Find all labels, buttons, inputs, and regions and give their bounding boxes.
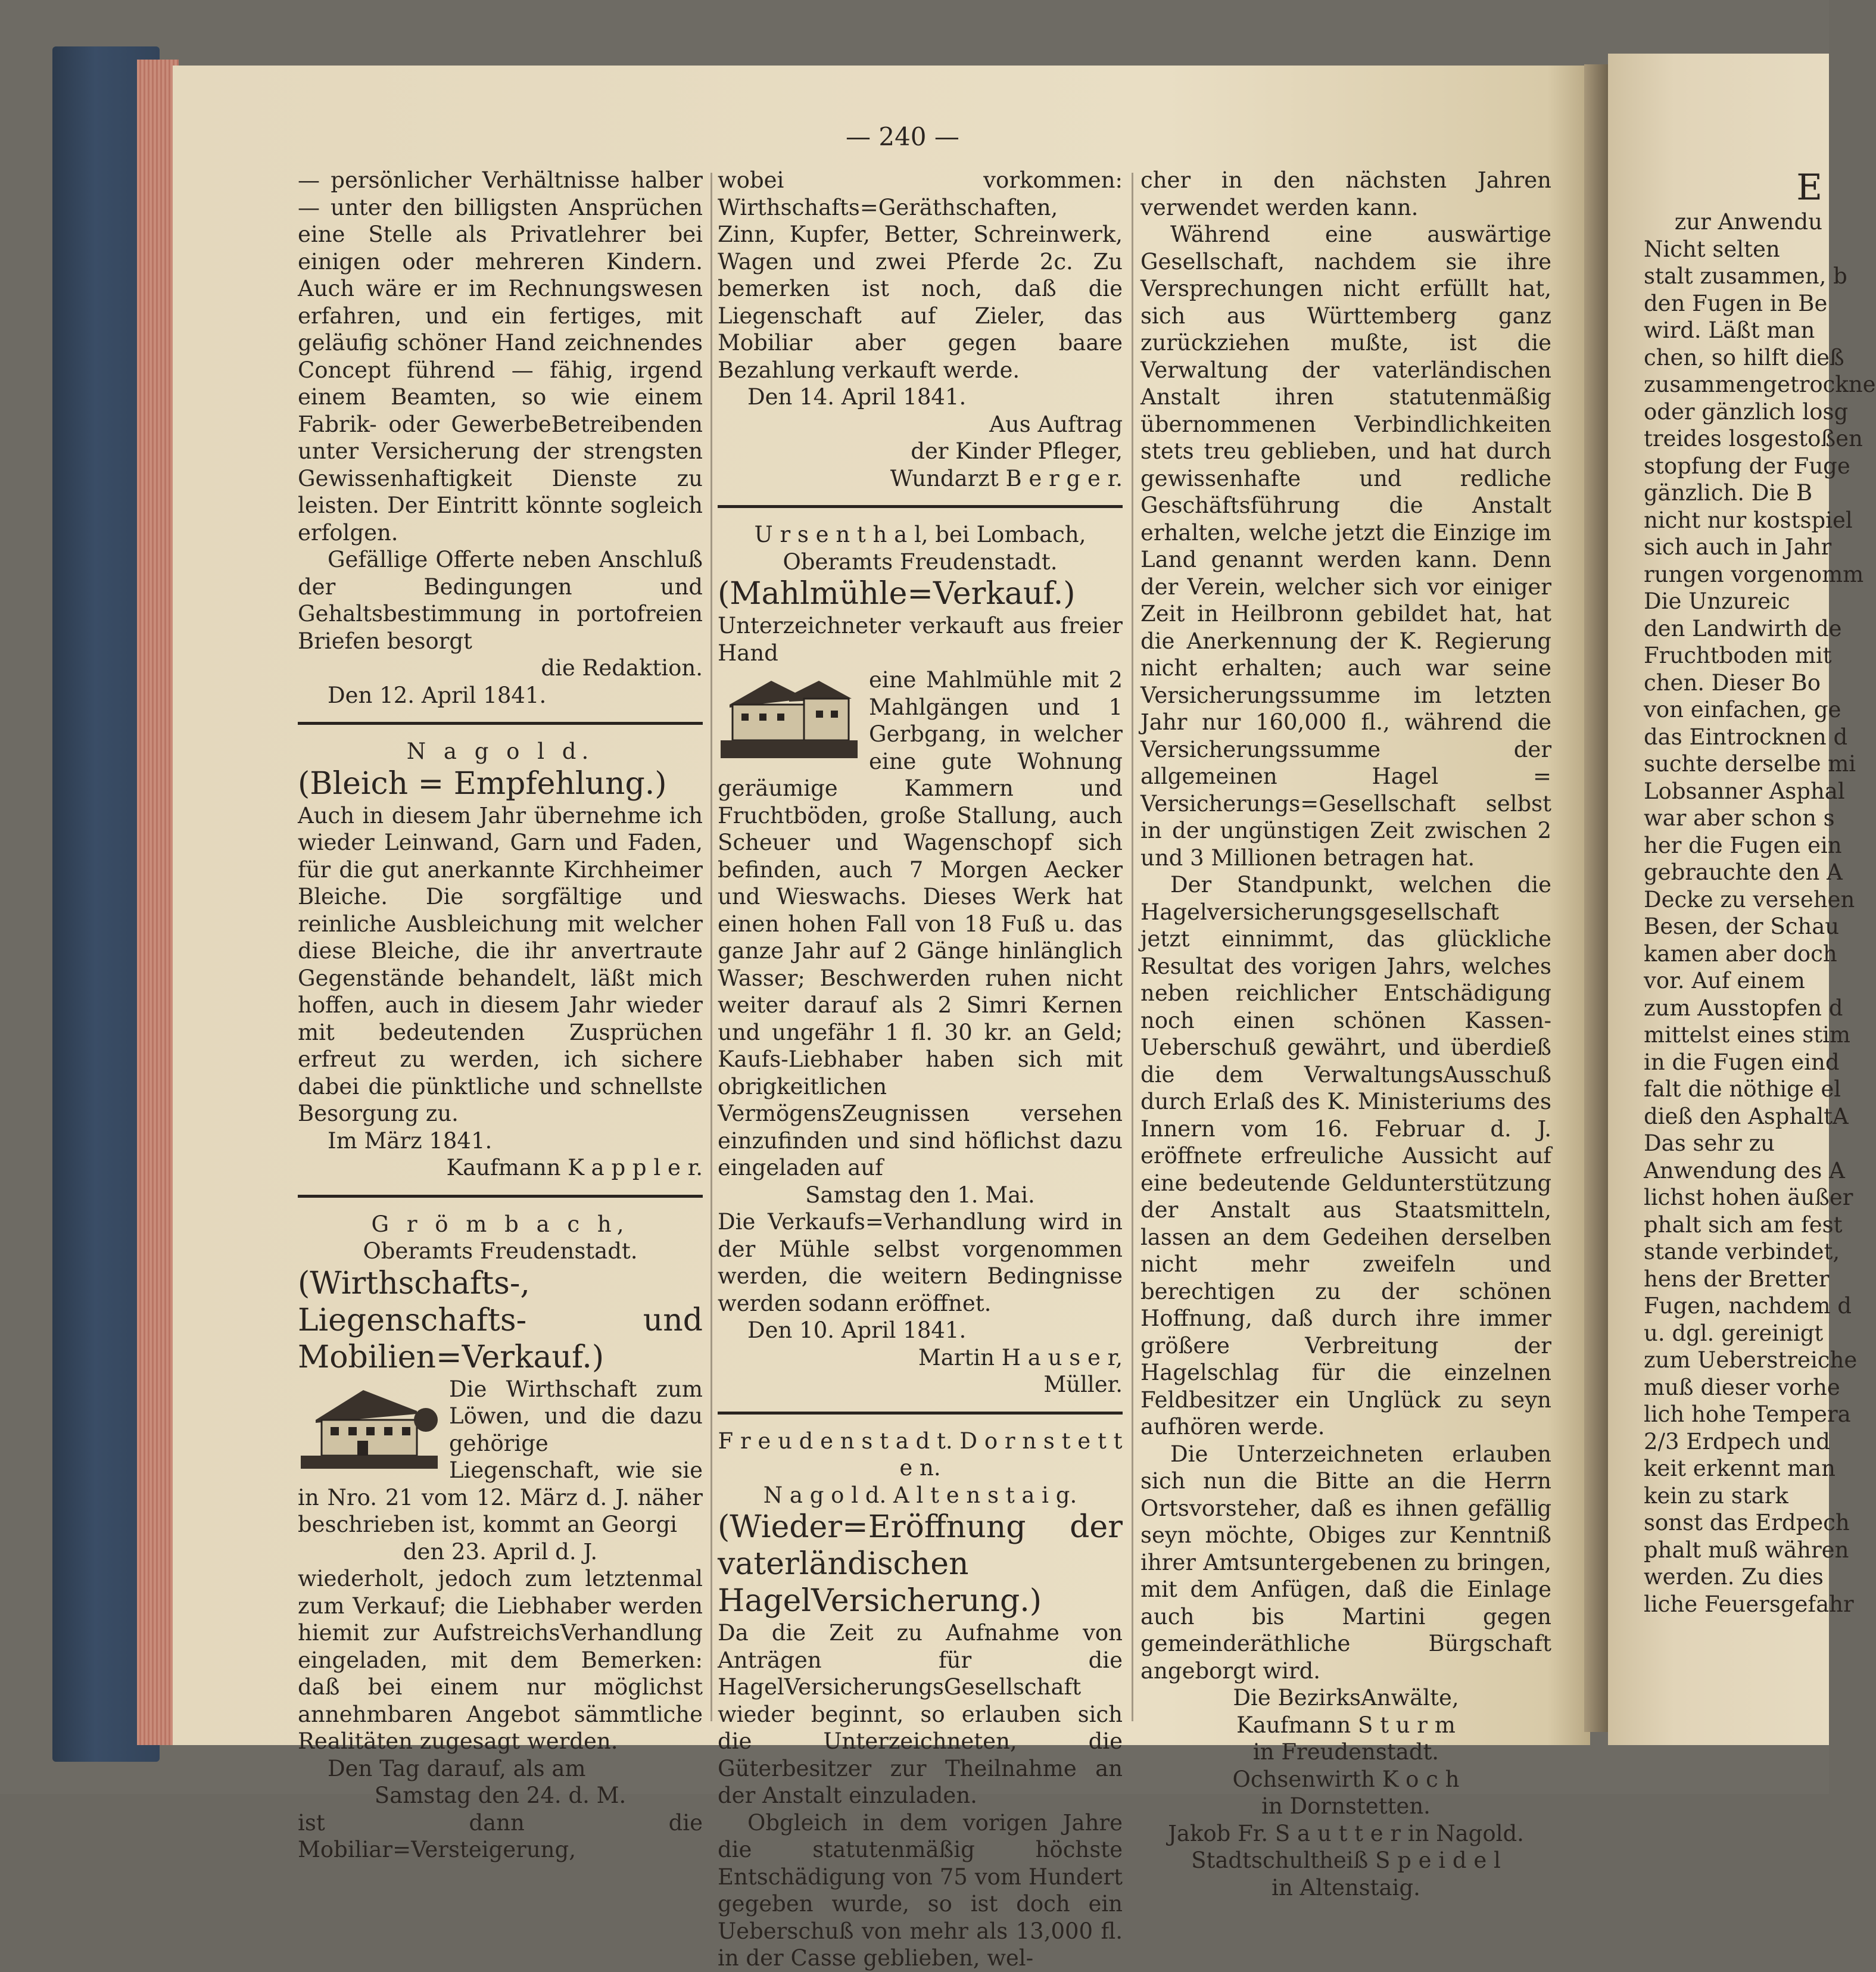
ad-signature: Wundarzt B e r g e r.: [890, 465, 1123, 491]
gutter-shadow: [1584, 64, 1608, 1732]
ad-date: Den 12. April 1841.: [328, 682, 547, 708]
ad-date: Den 14. April 1841.: [747, 384, 967, 410]
next-page-line: werden. Zu dies: [1644, 1564, 1824, 1590]
ad-heading: (Mahlmühle=Verkauf.): [718, 576, 1076, 612]
ad-text: Unterzeichneter verkauft aus freier Hand: [718, 613, 1123, 666]
next-page-line: oder gänzlich losg: [1644, 398, 1849, 425]
next-page-line: Decke zu versehen: [1644, 886, 1855, 912]
article-text: Während eine auswärtige Gesellschaft, nachdem sie ihre Versprechungen nicht erfüllt hat, sich aus Württemberg ganz zurückziehen mußte, ist die Verwaltung der vaterländischen Anstalt ihren statutenmäßig übernommenen Verbindlichkeiten stets treu geblieben, und hat durch gewissenhafte und redliche Geschäftsführung die Anstalt erhalten, welche jetzt die Einzige im Land genannt werden kann. Denn der Verein, welcher sich vor einiger Zeit in Heilbronn gebildet hat, hat die Anerkennung der K. Regierung nicht erhalten; auch war seine Versicherungssumme im letzten Jahr nur 160,000 fl., während die Versicherungssumme der allgemeinen Hagel = Versicherungs=Gesellschaft selbst in der ungünstigen Zeit zwischen 2 und 3 Millionen betragen hat.: [1140, 222, 1551, 871]
next-page-line: kamen aber doch: [1644, 940, 1837, 967]
next-page-line: Das sehr zu: [1644, 1130, 1775, 1156]
ad-place: U r s e n t h a l, bei Lombach,: [754, 522, 1086, 547]
ad-signature: Kaufmann K a p p l e r.: [446, 1155, 703, 1180]
next-page-line: den Landwirth de: [1644, 615, 1842, 641]
next-page-line: von einfachen, ge: [1644, 697, 1841, 722]
ad-text: ist dann die Mobiliar=Versteigerung,: [298, 1809, 703, 1862]
ad-text: Den Tag darauf, als am: [328, 1755, 586, 1781]
article-text: Die Unterzeichneten erlauben sich nun die Bitte an die Herrn Ortsvorsteher, daß es ihnen gefällig seyn möchte, Obiges zur Kenntniß ihrer Amtsuntergebenen zu bringen, mit dem Anfügen, daß die Einlage auch bis Martini gegen gemeinderäthliche Bürgschaft angeborgt wird.: [1140, 1441, 1551, 1684]
article-text: cher in den nächsten Jahren verwendet werden kann.: [1140, 167, 1551, 220]
column-1: [298, 167, 703, 1864]
signature-line: Kaufmann S t u r m: [1236, 1712, 1456, 1738]
next-page-line: phalt muß währen: [1644, 1537, 1849, 1563]
next-page-line: suchte derselbe mi: [1644, 751, 1856, 777]
ad-signature: Müller.: [1043, 1372, 1123, 1397]
next-page-line: falt die nöthige el: [1644, 1076, 1841, 1102]
next-page-line: chen, so hilft dieß: [1644, 344, 1844, 370]
inn-woodcut-illustration: [298, 1378, 441, 1473]
ad-heading: (Wieder=Eröffnung der vaterländischen HagelVersicherung.): [718, 1509, 1123, 1619]
section-rule: [718, 1412, 1123, 1415]
next-page-line: chen. Dieser Bo: [1644, 669, 1821, 696]
ad-date: Samstag den 24. d. M.: [374, 1783, 627, 1808]
next-page-lines: [1644, 236, 1876, 1618]
ad-subtitle: Oberamts Freudenstadt.: [363, 1238, 638, 1264]
ad-places: F r e u d e n s t a d t. D o r n s t e t t e n.: [718, 1428, 1123, 1481]
next-page-line: zusammengetrockne: [1644, 372, 1876, 397]
next-page-line: sich auch in Jahr: [1644, 534, 1832, 560]
next-page-line: u. dgl. gereinigt: [1644, 1320, 1824, 1346]
next-page-line: zum Ausstopfen d: [1644, 995, 1843, 1021]
next-page-line: mittelst eines stim: [1644, 1022, 1850, 1048]
section-rule: [718, 505, 1123, 508]
next-page-line: war aber schon s: [1644, 805, 1835, 831]
ad-date: Samstag den 1. Mai.: [805, 1182, 1035, 1208]
next-page-line: wird. Läßt man: [1644, 317, 1815, 343]
next-page-line: vor. Auf einem: [1644, 968, 1805, 993]
next-page-line: gänzlich. Die B: [1644, 480, 1813, 506]
next-page-line: stopfung der Fuge: [1644, 453, 1850, 479]
page-number: — 240 —: [846, 122, 959, 151]
ad-text: Auch in diesem Jahr übernehme ich wieder Leinwand, Garn und Faden, für die gut anerkannte Kirchheimer Bleiche. Die sorgfältige und reinliche Ausbleichung mit welcher diese Bleiche, die ihr anvertraute Gegenstände behandelt, läßt mich hoffen, auch in diesem Jahr wieder mit bedeutenden Zusprüchen erfreut zu werden, ich sichere dabei die pünktliche und schnellste Besorgung zu.: [298, 802, 703, 1126]
next-page-line: Anwendung des A: [1644, 1157, 1845, 1183]
next-page-line: Besen, der Schau: [1644, 914, 1840, 939]
next-page-line: stande verbindet,: [1644, 1239, 1840, 1264]
ad-date: Den 10. April 1841.: [747, 1317, 967, 1343]
next-page-line: keit erkennt man: [1644, 1456, 1836, 1481]
ad-heading: (Wirthschafts-, Liegenschafts- und Mobilien=Verkauf.): [298, 1265, 703, 1375]
next-page-line: Fugen, nachdem d: [1644, 1293, 1852, 1319]
section-rule: [298, 722, 703, 725]
next-page-line: Nicht selten: [1644, 236, 1780, 262]
next-page-line: treides losgestoßen: [1644, 426, 1863, 451]
column-2: [718, 167, 1123, 1972]
ad-text: Obgleich in dem vorigen Jahre die statutenmäßig höchste Entschädigung von 75 vom Hundert gegeben wurde, so ist doch ein Ueberschuß von mehr als 13,000 fl. in der Casse geblieben, wel-: [718, 1809, 1123, 1971]
ad-text: Die Verkaufs=Verhandlung wird in der Mühle selbst vorgenommen werden, die weitern Bedingnisse werden sodann eröffnet.: [718, 1209, 1123, 1316]
next-page-line: das Eintrocknen d: [1644, 724, 1848, 750]
signature-line: in Altenstaig.: [1272, 1874, 1420, 1901]
mill-woodcut-illustration: [718, 669, 861, 764]
next-page-line: lich hohe Tempera: [1644, 1401, 1851, 1427]
next-page-line: stalt zusammen, b: [1644, 263, 1847, 289]
ad-heading: (Bleich = Empfehlung.): [298, 765, 667, 802]
next-page-line: Lobsanner Asphal: [1644, 778, 1845, 804]
next-page-line: in die Fugen eind: [1644, 1049, 1840, 1075]
ad-signature: Martin H a u s e r,: [918, 1344, 1123, 1370]
ad-subtitle: Oberamts Freudenstadt.: [783, 549, 1058, 575]
next-page-line: her die Fugen ein: [1644, 832, 1842, 858]
next-page-line: phalt sich am fest: [1644, 1211, 1843, 1238]
signature-line: Die BezirksAnwälte,: [1233, 1685, 1459, 1711]
column-3: [1140, 167, 1551, 1901]
next-page-line: liche Feuersgefahr: [1644, 1591, 1854, 1617]
column-4-cropped: [1644, 167, 1876, 1618]
next-page-line: rungen vorgenomm: [1644, 561, 1864, 587]
ad-text: wobei vorkommen: Wirthschafts=Geräthschaften, Zinn, Kupfer, Better, Schreinwerk, Wagen und zwei Pferde 2c. Zu bemerken ist noch, daß die Liegenschaft auf Zieler, das Mobiliar aber gegen baare Bezahlung verkauft werde.: [718, 167, 1123, 383]
ad-signature: Aus Auftrag: [989, 411, 1123, 437]
column-divider: [710, 173, 712, 1721]
next-page-line: muß dieser vorhe: [1644, 1374, 1840, 1400]
next-page-line: den Fugen in Be: [1644, 290, 1828, 316]
next-page-subtitle: zur Anwendu: [1674, 209, 1822, 235]
ad-text: wiederholt, jedoch zum letztenmal zum Verkauf; die Liebhaber werden hiemit zur AufstreichsVerhandlung eingeladen, mit dem Bemerken: daß bei einem nur möglichst annehmbaren Angebot sämmtliche Realitäten zugesagt werden.: [298, 1566, 703, 1754]
next-page-line: kein zu stark: [1644, 1482, 1788, 1509]
ad-places: N a g o l d. A l t e n s t a i g.: [763, 1482, 1077, 1508]
ad-date: Im März 1841.: [328, 1127, 493, 1154]
ad-text: Da die Zeit zu Aufnahme von Anträgen für die HagelVersicherungsGesellschaft wieder beginnt, so erlauben sich die Unterzeichneten, die Güterbesitzer zur Theilnahme an der Anstalt einzuladen.: [718, 1620, 1123, 1808]
next-page-line: Die Unzureic: [1644, 588, 1790, 614]
ad-date: den 23. April d. J.: [403, 1538, 598, 1565]
next-page-line: sonst das Erdpech: [1644, 1510, 1850, 1535]
signature-line: in Dornstetten.: [1261, 1793, 1431, 1819]
next-page-line: dieß den AsphaltA: [1644, 1103, 1849, 1129]
signature-line: Stadtschultheiß S p e i d e l: [1191, 1848, 1501, 1873]
signature-line: Jakob Fr. S a u t t e r in Nagold.: [1168, 1820, 1524, 1846]
ad-text: — persönlicher Verhältnisse halber — unter den billigsten Ansprüchen eine Stelle als Privatlehrer bei einigen oder mehreren Kindern. Auch wäre er im Rechnungswesen erfahren, und ein fertiges, mit geläufig schöner Hand zeichnendes Concept führend — fähig, irgend einem Beamten, so wie einem Fabrik- oder GewerbeBetreibenden unter Versicherung der strengsten Gewissenhaftigkeit Dienste zu leisten. Der Eintritt könnte sogleich erfolgen.: [298, 167, 703, 546]
next-page-line: zum Ueberstreiche: [1644, 1347, 1858, 1373]
section-rule: [298, 1195, 703, 1198]
signature-line: in Freudenstadt.: [1252, 1739, 1439, 1765]
ad-place: N a g o l d.: [406, 739, 594, 764]
next-page-line: gebrauchte den A: [1644, 859, 1843, 885]
ad-text: Gefällige Offerte neben Anschluß der Bedingungen und Gehaltsbestimmung in portofreien Briefen besorgt: [298, 547, 703, 654]
ad-text: Die Wirthschaft zum Löwen, und die dazu gehörige Liegenschaft, wie sie in Nro. 21 vom 12. März d. J. näher beschrieben ist, kommt an Georgi: [298, 1376, 703, 1537]
ad-signature: der Kinder Pfleger,: [911, 438, 1123, 464]
next-page-line: nicht nur kostspiel: [1644, 507, 1853, 533]
ad-place: G r ö m b a c h,: [371, 1211, 630, 1237]
article-text: Der Standpunkt, welchen die Hagelversicherungsgesellschaft jetzt einnimmt, das glückliche Resultat des vorigen Jahrs, welches neben reichlicher Entschädigung noch einen schönen Kassen-Ueberschuß gewährt, und überdieß die dem VerwaltungsAusschuß durch Erlaß des K. Ministeriums des Innern vom 16. Februar d. J. eröffnete erfreuliche Aussicht auf eine bedeutende Geldunterstützung der Anstalt aus Staatsmitteln, lassen an dem Gedeihen derselben nicht mehr zweifeln und berechtigen zu der schönen Hoffnung, daß durch ihre immer größere Verbreitung der Hagelschlag für die einzelnen Feldbesitzer ein Unglück zu seyn aufhören werde.: [1140, 872, 1551, 1440]
next-page-line: 2/3 Erdpech und: [1644, 1428, 1830, 1454]
column-divider: [1132, 173, 1133, 1721]
ad-text: eine Mahlmühle mit 2 Mahlgängen und 1 Gerbgang, in welcher eine gute Wohnung geräumige Kammern und Fruchtböden, große Stallung, auch Scheuer und Wagenschopf sich befinden, auch 7 Morgen Aecker und Wieswachs. Dieses Werk hat einen hohen Fall von 18 Fuß u. das ganze Jahr auf 2 Gänge hinlänglich Wasser; Beschwerden ruhen nicht weiter darauf als 2 Simri Kernen und ungefähr 1 fl. 30 kr. an Geld; Kaufs-Liebhaber haben sich mit obrigkeitlichen VermögensZeugnissen versehen einzufinden und sind höflichst dazu eingeladen auf: [718, 667, 1123, 1180]
next-page-title: E: [1796, 167, 1822, 208]
ad-signature: die Redaktion.: [541, 655, 703, 681]
next-page-line: lichst hohen äußer: [1644, 1185, 1853, 1210]
signature-line: Ochsenwirth K o c h: [1232, 1766, 1460, 1792]
next-page-line: hens der Bretter: [1644, 1266, 1830, 1292]
next-page-line: Fruchtboden mit: [1644, 643, 1832, 668]
